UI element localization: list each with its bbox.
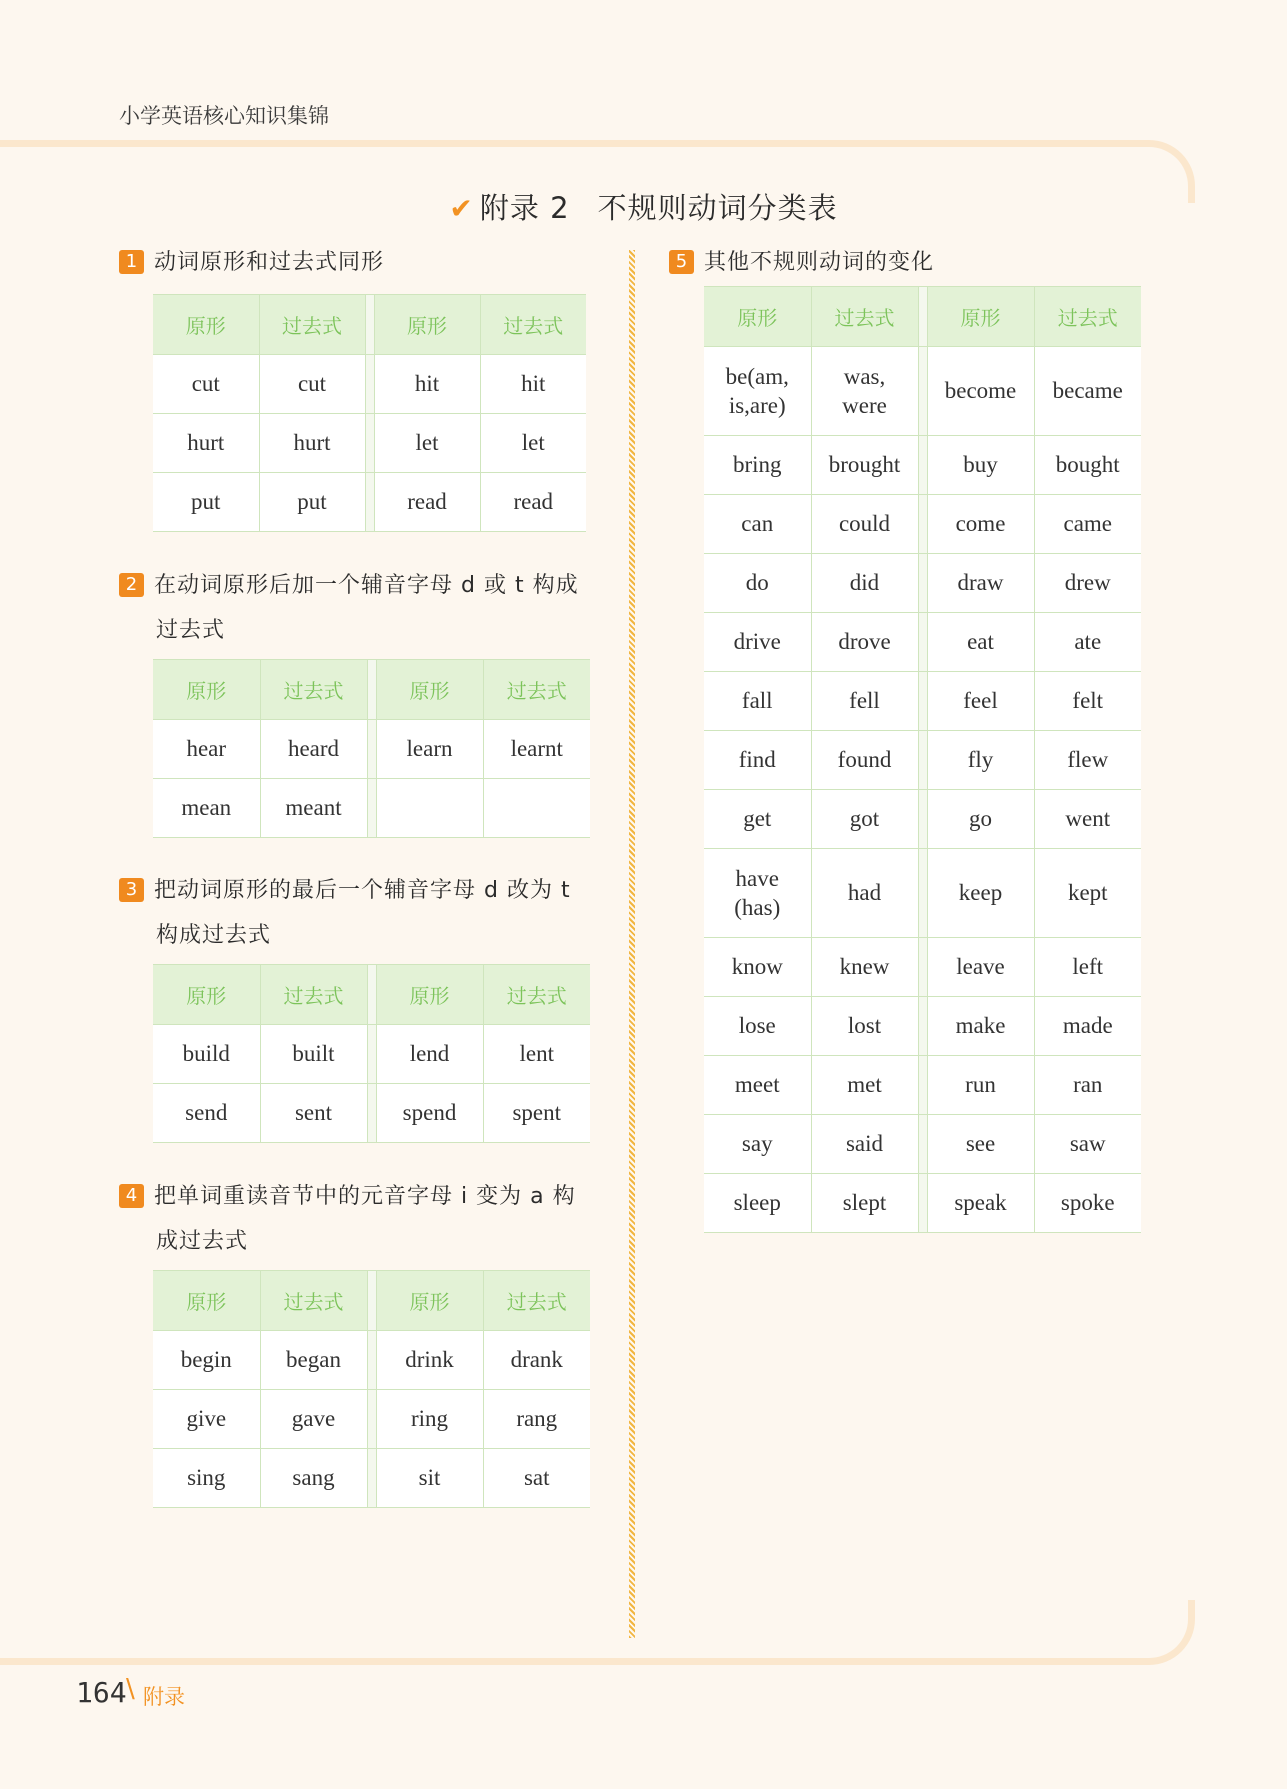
verb-past-form: felt [1034, 672, 1141, 731]
column-gap [918, 790, 927, 849]
verb-table-5 [704, 286, 1141, 1233]
column-gap [365, 355, 374, 414]
verb-past-form: met [811, 1056, 918, 1115]
table-header-row [153, 1271, 590, 1331]
verb-base-form: leave [927, 938, 1034, 997]
section-title-line: 动词原形和过去式同形 [154, 250, 385, 275]
verb-base-form: keep [927, 849, 1034, 938]
verb-base-form: hurt [153, 414, 259, 473]
column-gap [367, 779, 376, 838]
verb-past-form: became [1034, 347, 1141, 436]
verb-past-form: cut [259, 355, 365, 414]
section-title-line: 在动词原形后加一个辅音字母 d 或 t 构成 [154, 573, 579, 598]
column-header-base: 原形 [704, 287, 811, 347]
section-title-line: 成过去式 [156, 1229, 249, 1254]
verb-base-form: eat [927, 613, 1034, 672]
verb-base-form: get [704, 790, 811, 849]
verb-base-form: begin [153, 1331, 260, 1390]
section-heading-2 [119, 563, 579, 653]
verb-base-form: feel [927, 672, 1034, 731]
column-gap [367, 1025, 376, 1084]
column-gap [918, 347, 927, 436]
verb-past-form: gave [260, 1390, 367, 1449]
column-gap [365, 414, 374, 473]
verb-base-form: buy [927, 436, 1034, 495]
column-gap [918, 938, 927, 997]
column-gap [367, 660, 376, 720]
verb-past-form: left [1034, 938, 1141, 997]
verb-past-form: bought [1034, 436, 1141, 495]
column-header-base: 原形 [376, 660, 483, 720]
column-gap [918, 1056, 927, 1115]
verb-past-form: got [811, 790, 918, 849]
table-row [704, 672, 1141, 731]
verb-past-form: built [260, 1025, 367, 1084]
verb-base-form: fly [927, 731, 1034, 790]
table-header-row [153, 295, 586, 355]
column-header-base: 原形 [153, 295, 259, 355]
verb-base-form: draw [927, 554, 1034, 613]
column-gap [367, 965, 376, 1025]
verb-past-form: kept [1034, 849, 1141, 938]
column-header-base: 原形 [376, 965, 483, 1025]
verb-base-form: lose [704, 997, 811, 1056]
verb-past-form: sat [483, 1449, 590, 1508]
table-row [153, 1084, 590, 1143]
section-heading-3 [119, 868, 571, 958]
column-gap [367, 1331, 376, 1390]
table-row [153, 414, 586, 473]
table-row [153, 1331, 590, 1390]
verb-past-form: lent [483, 1025, 590, 1084]
verb-past-form: lost [811, 997, 918, 1056]
column-header-past: 过去式 [260, 965, 367, 1025]
verb-past-form: sang [260, 1449, 367, 1508]
column-gap [918, 287, 927, 347]
section-number-badge: 3 [119, 878, 144, 902]
appendix-number: 附录 2 [479, 191, 570, 225]
verb-past-form: rang [483, 1390, 590, 1449]
table-row [704, 997, 1141, 1056]
column-gap [367, 720, 376, 779]
table-header-row [153, 965, 590, 1025]
verb-base-form: say [704, 1115, 811, 1174]
verb-past-form: hurt [259, 414, 365, 473]
table-row [704, 849, 1141, 938]
column-gap [365, 473, 374, 532]
column-gap [367, 1390, 376, 1449]
section-title-line: 把单词重读音节中的元音字母 i 变为 a 构 [154, 1184, 576, 1209]
verb-base-form: let [374, 414, 480, 473]
column-header-base: 原形 [153, 660, 260, 720]
verb-past-form: went [1034, 790, 1141, 849]
section-title-line: 其他不规则动词的变化 [704, 250, 935, 275]
book-title: 小学英语核心知识集锦 [119, 104, 329, 128]
verb-base-form: sit [376, 1449, 483, 1508]
verb-base-form: go [927, 790, 1034, 849]
table-header-row [704, 287, 1141, 347]
section-title-line: 把动词原形的最后一个辅音字母 d 改为 t [154, 878, 571, 903]
verb-base-form: drink [376, 1331, 483, 1390]
section-heading-1 [119, 240, 384, 285]
column-gap [918, 672, 927, 731]
table-row [704, 1115, 1141, 1174]
verb-base-form: know [704, 938, 811, 997]
verb-table-1 [153, 294, 586, 532]
verb-past-form: hit [480, 355, 586, 414]
verb-past-form: spent [483, 1084, 590, 1143]
column-gap [367, 1449, 376, 1508]
section-title-line: 过去式 [156, 618, 226, 643]
column-gap [918, 495, 927, 554]
verb-past-form: knew [811, 938, 918, 997]
verb-base-form: give [153, 1390, 260, 1449]
verb-past-form: read [480, 473, 586, 532]
section-heading-5 [669, 240, 934, 285]
verb-base-form: spend [376, 1084, 483, 1143]
column-gap [367, 1084, 376, 1143]
verb-past-form: meant [260, 779, 367, 838]
column-header-past: 过去式 [259, 295, 365, 355]
verb-past-form: ran [1034, 1056, 1141, 1115]
verb-past-form: said [811, 1115, 918, 1174]
verb-base-form: be(am, is,are) [704, 347, 811, 436]
verb-base-form: ring [376, 1390, 483, 1449]
verb-base-form: put [153, 473, 259, 532]
verb-past-form: drove [811, 613, 918, 672]
table-row [704, 613, 1141, 672]
verb-base-form: see [927, 1115, 1034, 1174]
section-number-badge: 1 [119, 250, 144, 274]
column-header-base: 原形 [376, 1271, 483, 1331]
column-gap [918, 1115, 927, 1174]
table-row [704, 554, 1141, 613]
verb-base-form: make [927, 997, 1034, 1056]
verb-base-form: hear [153, 720, 260, 779]
appendix-name: 不规则动词分类表 [597, 191, 838, 225]
column-gap [918, 1174, 927, 1233]
verb-past-form: brought [811, 436, 918, 495]
table-row [704, 731, 1141, 790]
verb-base-form: sleep [704, 1174, 811, 1233]
table-row [153, 355, 586, 414]
table-header-row [153, 660, 590, 720]
column-header-past: 过去式 [260, 660, 367, 720]
verb-past-form: learnt [483, 720, 590, 779]
column-gap [918, 997, 927, 1056]
verb-base-form: drive [704, 613, 811, 672]
verb-base-form: can [704, 495, 811, 554]
table-row [153, 1449, 590, 1508]
section-number-badge: 4 [119, 1184, 144, 1208]
table-row [704, 347, 1141, 436]
table-row [153, 473, 586, 532]
section-number-badge: 2 [119, 573, 144, 597]
verb-past-form: flew [1034, 731, 1141, 790]
verb-base-form: find [704, 731, 811, 790]
verb-past-form: drank [483, 1331, 590, 1390]
column-divider [629, 250, 635, 1638]
verb-past-form [483, 779, 590, 838]
verb-past-form: ate [1034, 613, 1141, 672]
verb-past-form: put [259, 473, 365, 532]
verb-base-form: lend [376, 1025, 483, 1084]
verb-past-form: found [811, 731, 918, 790]
verb-base-form: read [374, 473, 480, 532]
verb-base-form: become [927, 347, 1034, 436]
verb-past-form: heard [260, 720, 367, 779]
verb-past-form: made [1034, 997, 1141, 1056]
column-gap [918, 731, 927, 790]
page-frame-bottom [0, 1600, 1195, 1665]
column-gap [918, 436, 927, 495]
table-row [704, 495, 1141, 554]
verb-base-form: bring [704, 436, 811, 495]
column-header-past: 过去式 [483, 1271, 590, 1331]
verb-base-form: do [704, 554, 811, 613]
column-header-past: 过去式 [1034, 287, 1141, 347]
verb-past-form: came [1034, 495, 1141, 554]
column-gap [918, 554, 927, 613]
verb-base-form: run [927, 1056, 1034, 1115]
verb-past-form: slept [811, 1174, 918, 1233]
checkmark-icon: ✔ [449, 192, 474, 225]
verb-base-form: learn [376, 720, 483, 779]
verb-table-2 [153, 659, 590, 838]
verb-base-form: fall [704, 672, 811, 731]
page-title [0, 186, 1287, 227]
column-gap [918, 613, 927, 672]
verb-base-form: meet [704, 1056, 811, 1115]
column-header-base: 原形 [153, 965, 260, 1025]
column-header-past: 过去式 [483, 965, 590, 1025]
verb-past-form: had [811, 849, 918, 938]
verb-past-form: did [811, 554, 918, 613]
verb-past-form: saw [1034, 1115, 1141, 1174]
column-header-base: 原形 [927, 287, 1034, 347]
table-row [704, 1056, 1141, 1115]
column-gap [367, 1271, 376, 1331]
verb-base-form: mean [153, 779, 260, 838]
table-row [704, 436, 1141, 495]
verb-base-form: hit [374, 355, 480, 414]
footer-separator-icon: \ [126, 1674, 135, 1704]
column-gap [918, 849, 927, 938]
verb-past-form: spoke [1034, 1174, 1141, 1233]
verb-base-form [376, 779, 483, 838]
verb-past-form: was, were [811, 347, 918, 436]
section-number-badge: 5 [669, 250, 694, 274]
column-header-past: 过去式 [260, 1271, 367, 1331]
column-header-base: 原形 [374, 295, 480, 355]
table-row [153, 779, 590, 838]
verb-base-form: have (has) [704, 849, 811, 938]
table-row [153, 1390, 590, 1449]
page-number: 164 [76, 1676, 127, 1709]
column-header-past: 过去式 [483, 660, 590, 720]
column-header-past: 过去式 [480, 295, 586, 355]
verb-base-form: come [927, 495, 1034, 554]
verb-base-form: speak [927, 1174, 1034, 1233]
table-row [704, 938, 1141, 997]
verb-past-form: began [260, 1331, 367, 1390]
column-header-past: 过去式 [811, 287, 918, 347]
column-header-base: 原形 [153, 1271, 260, 1331]
verb-table-3 [153, 964, 590, 1143]
section-title-line: 构成过去式 [156, 923, 272, 948]
verb-base-form: build [153, 1025, 260, 1084]
verb-base-form: cut [153, 355, 259, 414]
table-row [153, 1025, 590, 1084]
verb-past-form: sent [260, 1084, 367, 1143]
verb-table-4 [153, 1270, 590, 1508]
verb-base-form: send [153, 1084, 260, 1143]
verb-past-form: could [811, 495, 918, 554]
verb-base-form: sing [153, 1449, 260, 1508]
table-row [704, 790, 1141, 849]
section-heading-4 [119, 1174, 576, 1264]
footer-section-label: 附录 [143, 1685, 185, 1709]
verb-past-form: let [480, 414, 586, 473]
verb-past-form: drew [1034, 554, 1141, 613]
verb-past-form: fell [811, 672, 918, 731]
table-row [704, 1174, 1141, 1233]
column-gap [365, 295, 374, 355]
table-row [153, 720, 590, 779]
